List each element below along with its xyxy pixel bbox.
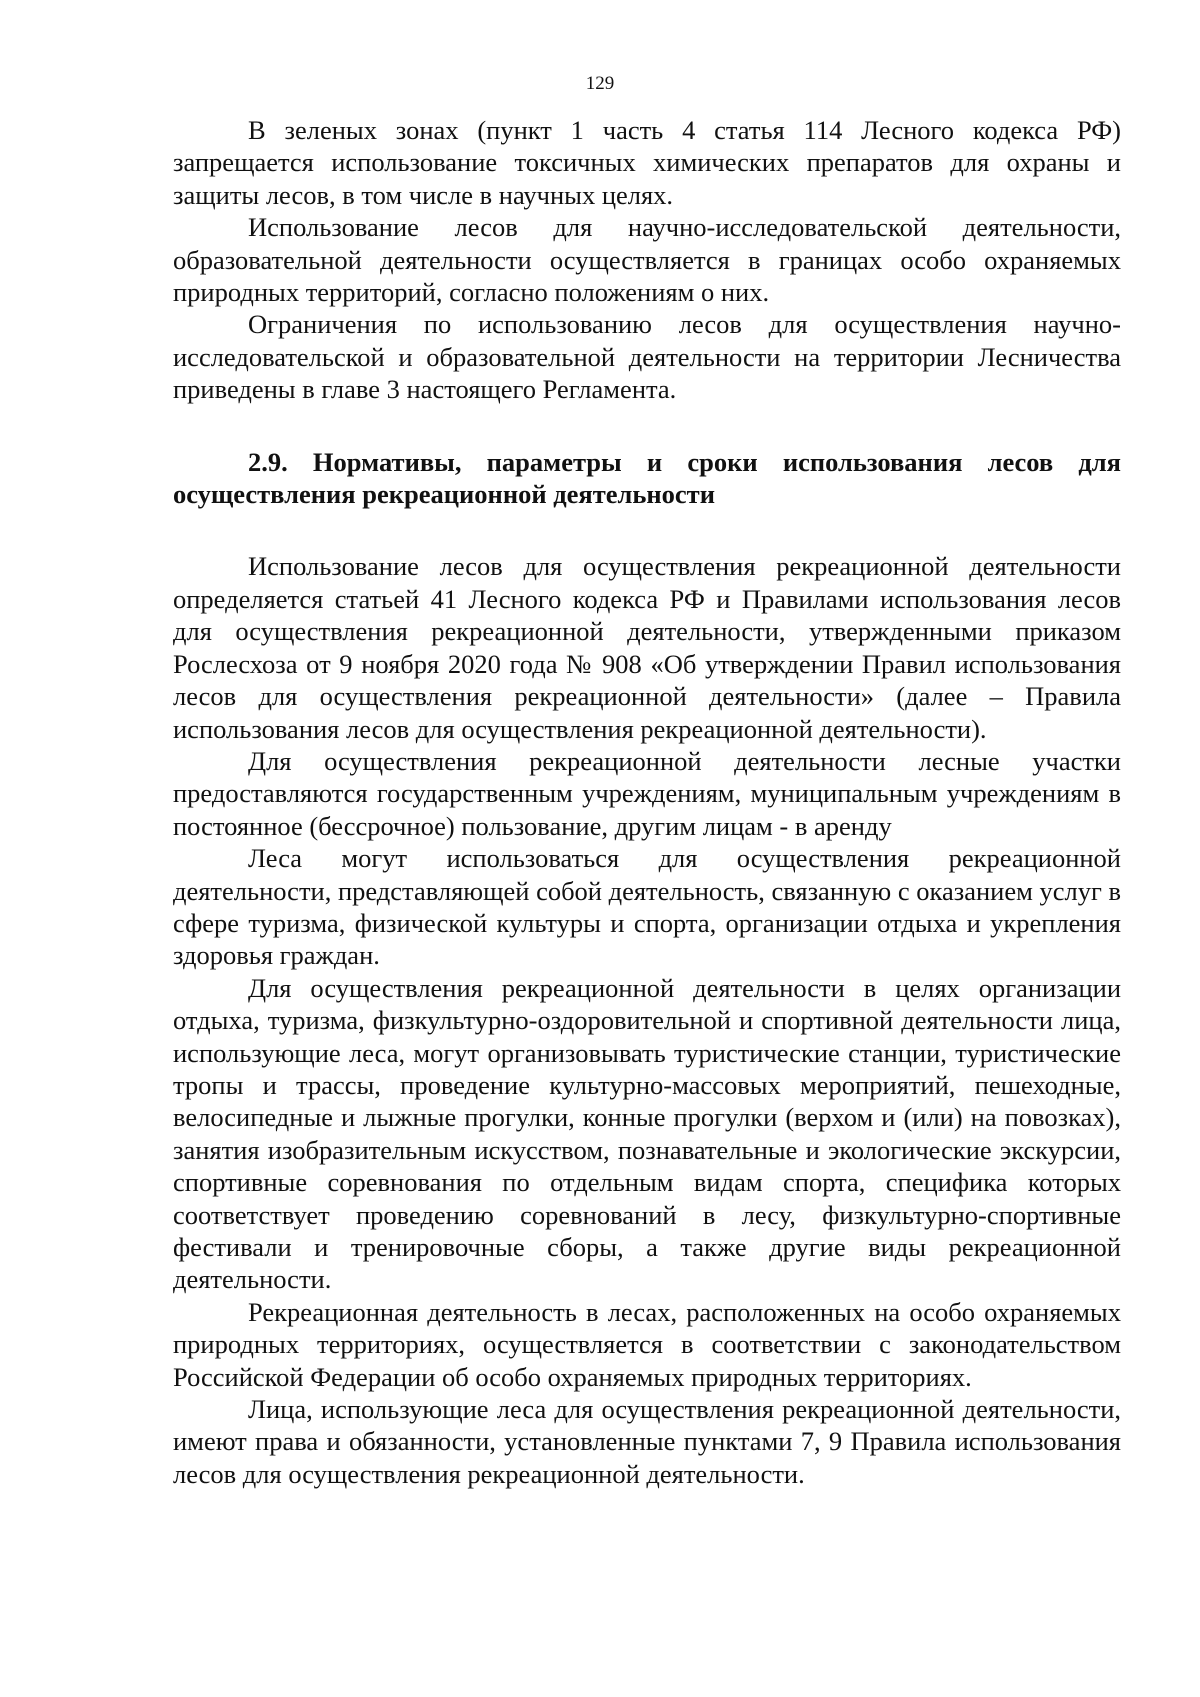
- paragraph-protected-areas: Рекреационная деятельность в лесах, расположенных на особо охраняемых природных территориях, осуществляется в соответствии с законодательством Российской Федерации об особо охраняемых природных территориях.: [173, 1296, 1121, 1392]
- paragraph-recreation-activities: Для осуществления рекреационной деятельности в целях организации отдыха, туризма, физкультурно-оздоровительной и спортивной деятельности лица, использующие леса, могут организовывать туристические станции, туристические тропы и трассы, проведение культурно-массовых мероприятий, пешеходные, велосипедные и лыжные прогулки, конные прогулки (верхом и (или) на повозках), занятия изобразительным искусством, познавательные и экологические экскурсии, спортивные соревнования по отдельным видам спорта, специфика которых соответствует проведению соревнований в лесу, физкультурно-спортивные фестивали и тренировочные сборы, а также другие виды рекреационной деятельности.: [173, 972, 1121, 1295]
- document-body: [173, 114, 1121, 1490]
- paragraph-recreation-definition: Леса могут использоваться для осуществления рекреационной деятельности, представляющей собой деятельность, связанную с оказанием услуг в сфере туризма, физической культуры и спорта, организации отдыха и укрепления здоровья граждан.: [173, 843, 1121, 971]
- paragraph-green-zones: В зеленых зонах (пункт 1 часть 4 статья 114 Лесного кодекса РФ) запрещается использование токсичных химических препаратов для охраны и защиты лесов, в том числе в научных целях.: [173, 115, 1121, 210]
- section-heading: 2.9. Нормативы, параметры и сроки использования лесов для осуществления рекреационной деятельности: [173, 446, 1121, 510]
- paragraph-rights-obligations: Лица, использующие леса для осуществления рекреационной деятельности, имеют права и обязанности, установленные пунктами 7, 9 Правила использования лесов для осуществления рекреационной деятельности.: [173, 1394, 1121, 1489]
- paragraph-research-use: Использование лесов для научно-исследовательской деятельности, образовательной деятельности осуществляется в границах особо охраняемых природных территорий, согласно положениям о них.: [173, 212, 1121, 308]
- paragraph-restrictions: Ограничения по использованию лесов для осуществления научно-исследовательской и образовательной деятельности на территории Лесничества приведены в главе 3 настоящего Регламента.: [173, 309, 1121, 405]
- paragraph-land-provision: Для осуществления рекреационной деятельности лесные участки предоставляются государственным учреждениям, муниципальным учреждениям в постоянное (бессрочное) пользование, другим лицам - в аренду: [173, 745, 1121, 841]
- page-number: 129: [585, 73, 615, 94]
- paragraph-recreation-basis: Использование лесов для осуществления рекреационной деятельности определяется статьей 41 Лесного кодекса РФ и Правилами использования лесов для осуществления рекреационной деятельности, утвержденными приказом Рослесхоза от 9 ноября 2020 года № 908 «Об утверждении Правил использования лесов для осуществления рекреационной деятельности» (далее – Правила использования лесов для осуществления рекреационной деятельности).: [173, 551, 1121, 744]
